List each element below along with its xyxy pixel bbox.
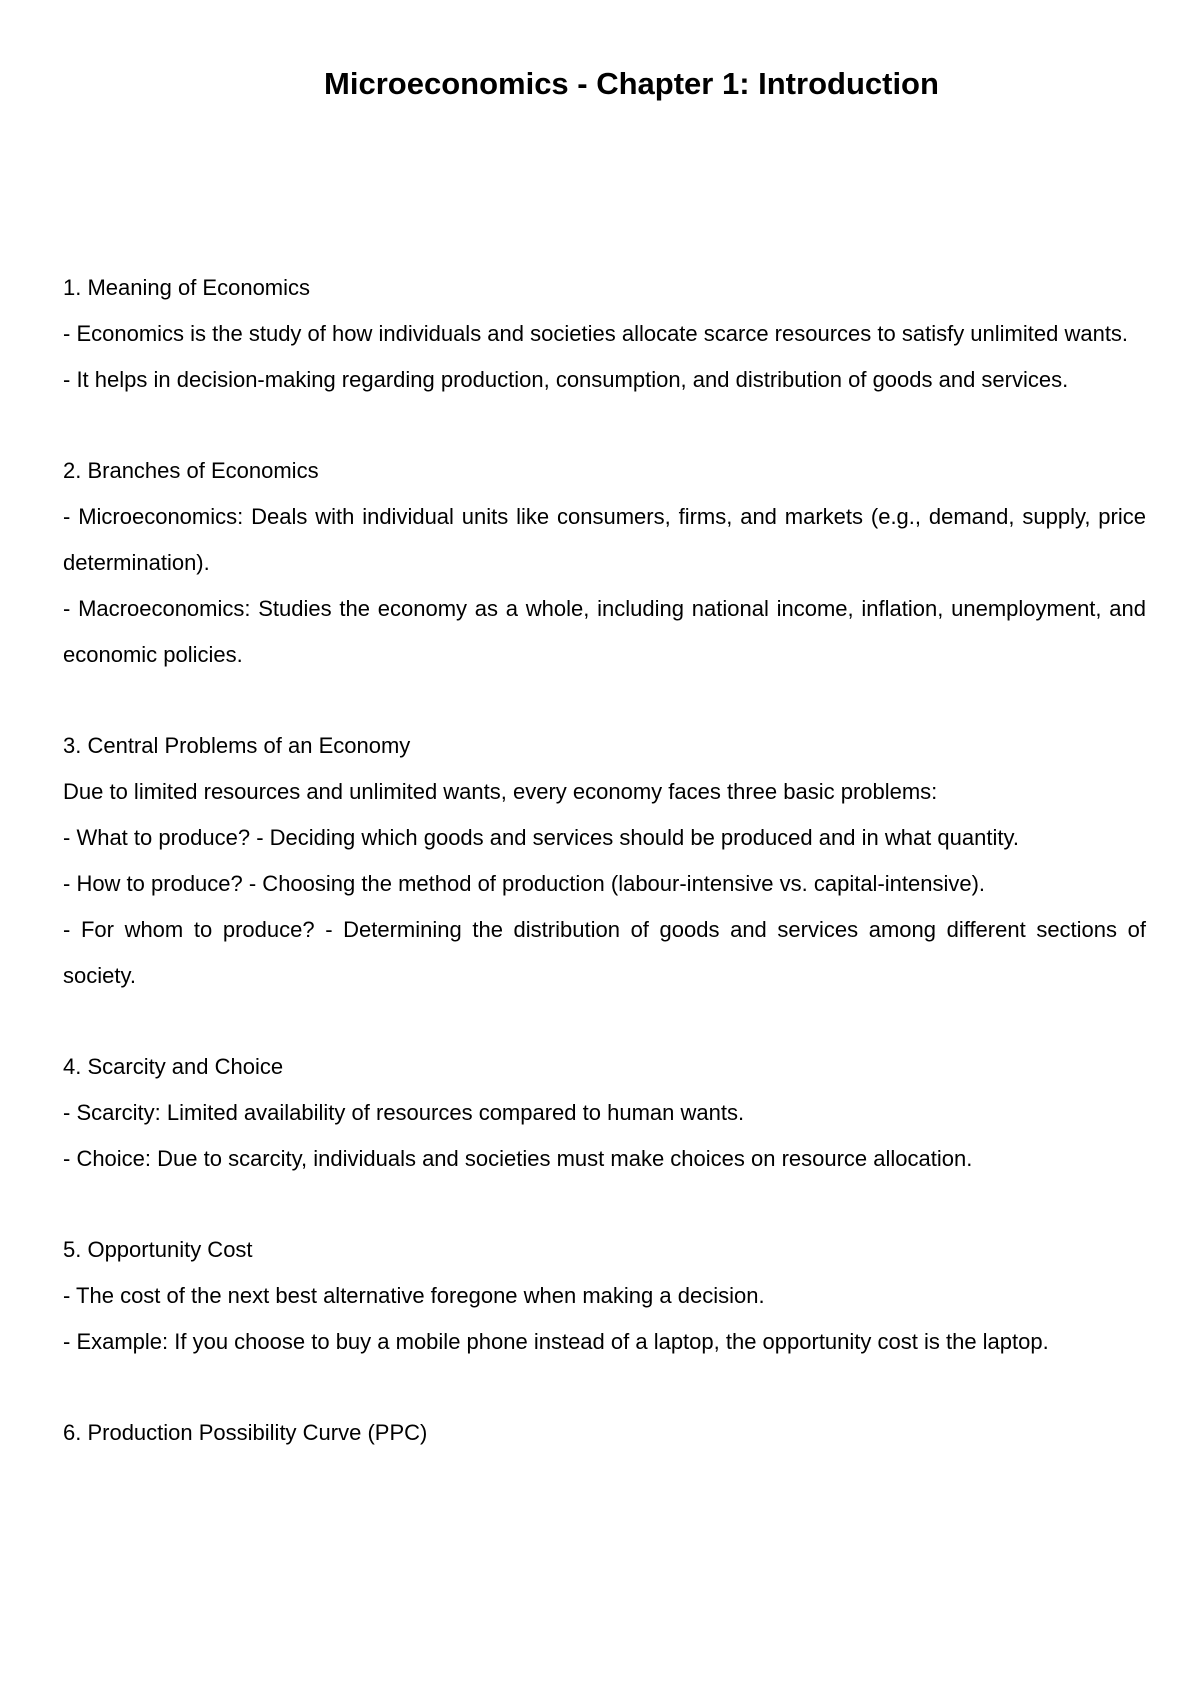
section-production-possibility-curve [63,1410,1146,1456]
section-central-problems [63,723,1146,999]
document-title: Microeconomics - Chapter 1: Introduction [324,66,939,101]
section-paragraph: - Economics is the study of how individuals and societies allocate scarce resources to satisfy unlimited wants. [63,321,1129,346]
section-heading: 5. Opportunity Cost [63,1237,253,1262]
section-paragraph: - The cost of the next best alternative foregone when making a decision. [63,1283,765,1308]
section-paragraph: - Microeconomics: Deals with individual units like consumers, firms, and markets (e.g., demand, supply, price determination). [63,504,1146,575]
section-heading: 2. Branches of Economics [63,458,319,483]
section-heading: 6. Production Possibility Curve (PPC) [63,1420,428,1445]
section-paragraph: - Macroeconomics: Studies the economy as a whole, including national income, inflation, unemployment, and economic policies. [63,596,1146,667]
section-paragraph: - Example: If you choose to buy a mobile phone instead of a laptop, the opportunity cost is the laptop. [63,1329,1049,1354]
section-heading: 3. Central Problems of an Economy [63,733,411,758]
section-paragraph: Due to limited resources and unlimited wants, every economy faces three basic problems: [63,779,938,804]
section-paragraph: - What to produce? - Deciding which goods and services should be produced and in what quantity. [63,825,1019,850]
section-scarcity-and-choice [63,1044,1146,1182]
section-opportunity-cost [63,1227,1146,1365]
section-paragraph: - It helps in decision-making regarding production, consumption, and distribution of goods and services. [63,367,1069,392]
section-paragraph: - How to produce? - Choosing the method of production (labour-intensive vs. capital-intensive). [63,871,986,896]
section-heading: 1. Meaning of Economics [63,275,311,300]
section-paragraph: - For whom to produce? - Determining the distribution of goods and services among different sections of society. [63,917,1146,988]
section-meaning-of-economics [63,265,1146,403]
section-branches-of-economics [63,448,1146,678]
section-heading: 4. Scarcity and Choice [63,1054,284,1079]
section-paragraph: - Scarcity: Limited availability of resources compared to human wants. [63,1100,745,1125]
section-paragraph: - Choice: Due to scarcity, individuals and societies must make choices on resource allocation. [63,1146,973,1171]
document-body [63,265,1146,1456]
